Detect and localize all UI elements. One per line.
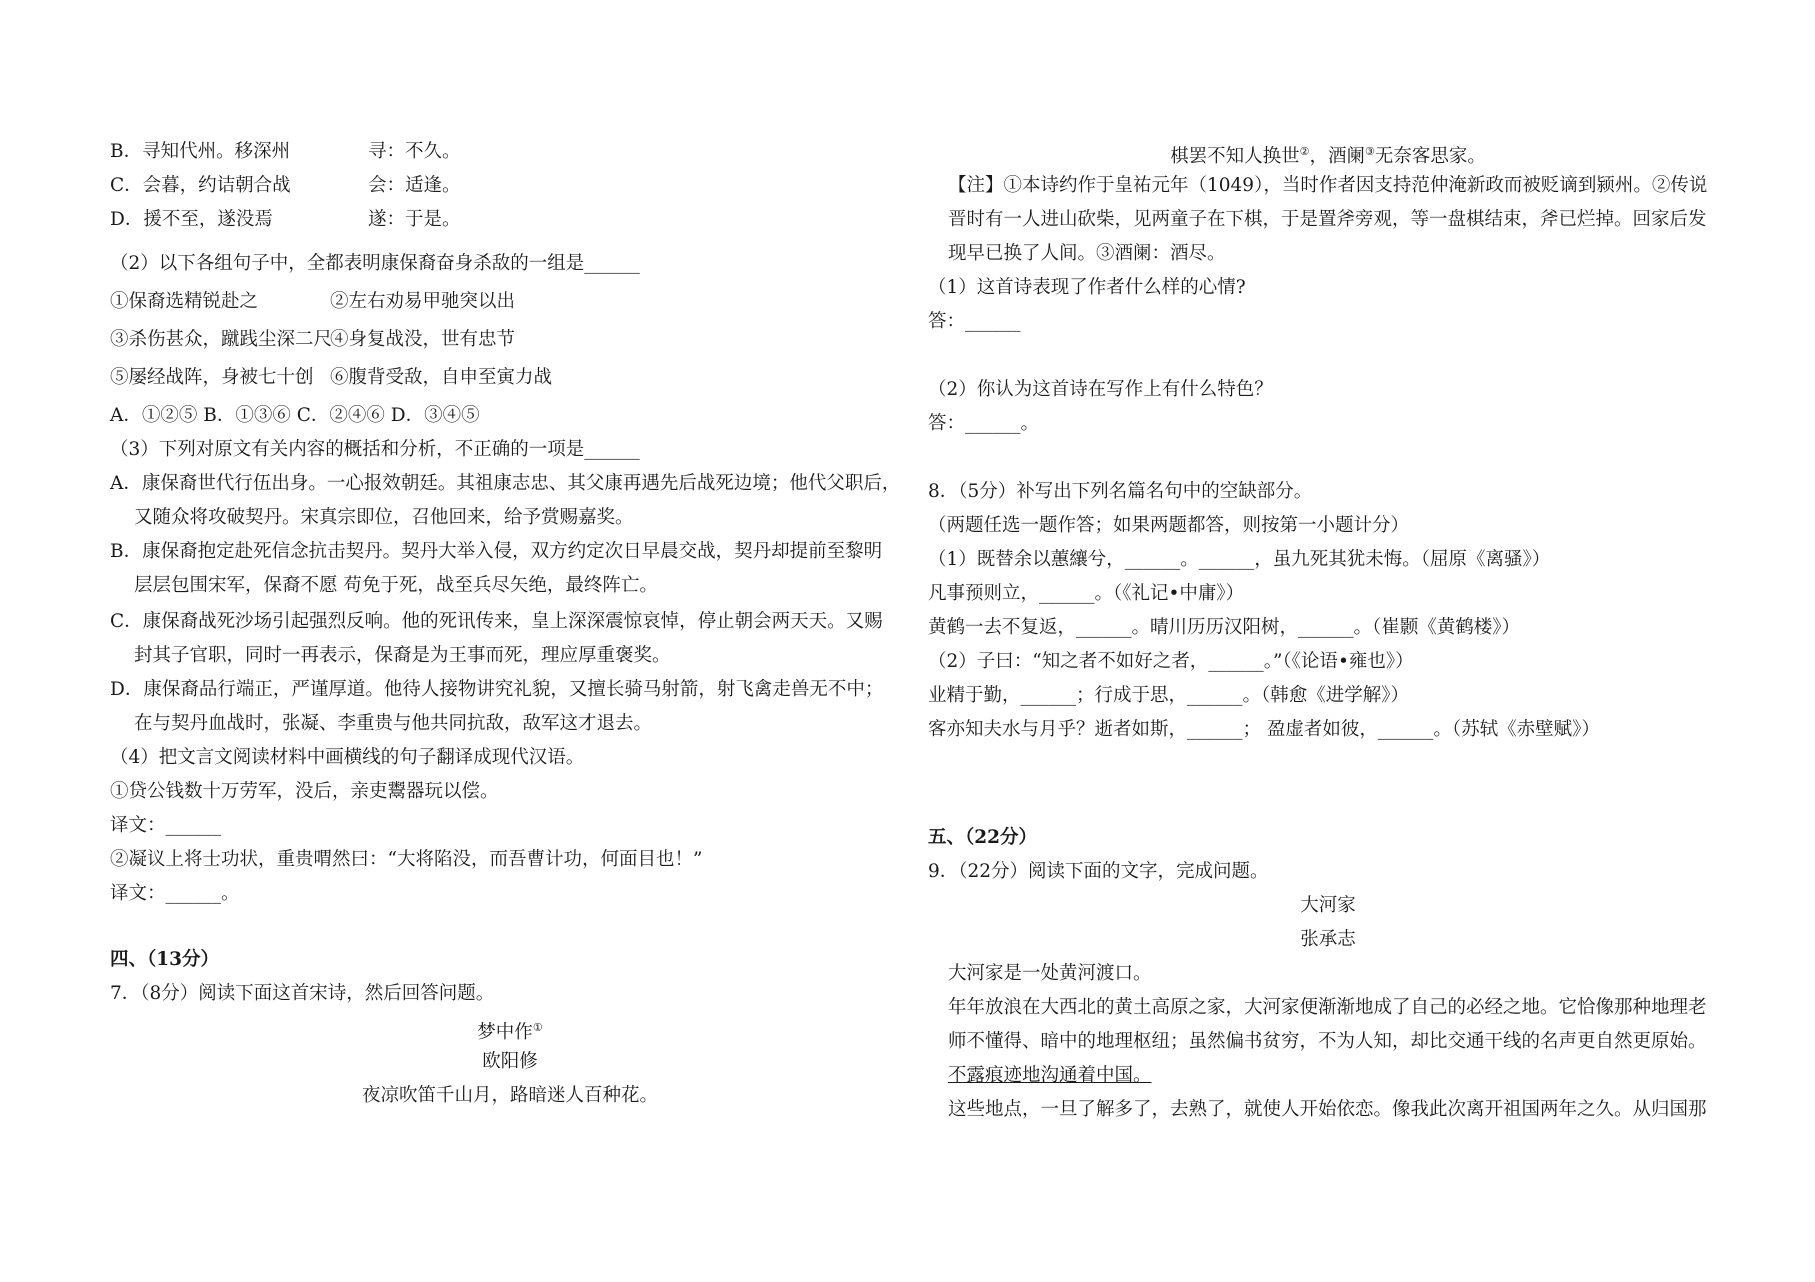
sentence-1: ①保裔选精锐赴之 (110, 291, 259, 312)
sentence-4: ④身复战没，世有忠节 (330, 329, 516, 350)
poem-title: 梦中作① (477, 1021, 543, 1044)
option-d-gloss: 遂：于是。 (368, 209, 461, 230)
essay-title: 大河家 (1300, 895, 1356, 916)
question-3: （3）下列对原文有关内容的概括和分析，不正确的一项是______ (110, 439, 640, 460)
choice-c-line2: 封其子官职，同时一再表示，保裔是为王事而死，理应厚重褒奖。 (134, 645, 671, 666)
option-d-text: D．援不至，遂没焉 (110, 209, 273, 230)
question-7-1: （1）这首诗表现了作者什么样的心情? (928, 277, 1246, 298)
sentence-3: ③杀伤甚众，蹴践尘深二尺 (110, 329, 333, 350)
essay-paragraph-2-line1: 年年放浪在大西北的黄土高原之家，大河家便渐渐地成了自己的必经之地。它恰像那种地理老 (948, 997, 1707, 1018)
sentence-2: ②左右劝易甲驰突以出 (330, 291, 516, 312)
question-8: 8．（5分）补写出下列名篇名句中的空缺部分。 (928, 481, 1313, 502)
fill-blank-2: 凡事预则立，______。（《礼记•中庸》） (928, 583, 1245, 604)
answer-7-1: 答：______ (928, 311, 1021, 332)
choice-b-line2: 层层包围宋军，保裔不愿 苟免于死，战至兵尽矢绝，最终阵亡。 (134, 575, 658, 596)
question-4: （4）把文言文阅读材料中画横线的句子翻译成现代汉语。 (110, 747, 585, 768)
section-4-heading: 四、（13分） (110, 949, 219, 970)
fill-blank-1: （1）既替余以蕙纕兮，______。______，虽九死其犹未悔。（屈原《离骚》） (928, 549, 1551, 570)
choice-a-line2: 又随众将攻破契丹。宋真宗即位，召他回来，给予赏赐嘉奖。 (134, 507, 634, 528)
option-b-text: B．寻知代州。移深州 (110, 141, 291, 162)
poem-note-line3: 现早已换了人间。③酒阑：酒尽。 (948, 243, 1226, 264)
choice-c-line1: C．康保裔战死沙场引起强烈反响。他的死讯传来，皇上深深震惊哀悼，停止朝会两天天。又赐 (110, 611, 883, 632)
essay-paragraph-2-line3: 不露痕迹地沟通着中国。 (948, 1065, 1152, 1086)
translate-sentence-1: ①贷公钱数十万劳军，没后，亲吏鬻器玩以偿。 (110, 781, 499, 802)
option-b-gloss: 寻：不久。 (368, 141, 461, 162)
choice-a-line1: A．康保裔世代行伍出身。一心报效朝廷。其祖康志忠、其父康再遇先后战死边境；他代父职后， (110, 473, 901, 494)
poem-line-1: 夜凉吹笛千山月，路暗迷人百种花。 (361, 1085, 658, 1106)
essay-paragraph-1: 大河家是一处黄河渡口。 (948, 963, 1152, 984)
section-5-heading: 五、（22分） (928, 827, 1037, 848)
fill-blank-3: 黄鹤一去不复返，______。晴川历历汉阳树，______。（崔颢《黄鹤楼》） (928, 617, 1521, 638)
essay-paragraph-2-line2: 师不懂得、暗中的地理枢纽；虽然偏书贫穷，不为人知，却比交通干线的名声更自然更原始。 (948, 1031, 1707, 1052)
translate-sentence-2: ②凝议上将士功状，重贵喟然曰：“大将陷没，而吾曹计功，何面目也！” (110, 849, 703, 870)
essay-paragraph-3-line1: 这些地点，一旦了解多了，去熟了，就使人开始依恋。像我此次离开祖国两年之久。从归国那 (948, 1099, 1707, 1120)
question-2: （2）以下各组句子中，全都表明康保裔奋身杀敌的一组是______ (110, 253, 640, 274)
translation-answer-2: 译文：______。 (110, 883, 240, 904)
poem-author: 欧阳修 (482, 1051, 538, 1072)
question-7-2: （2）你认为这首诗在写作上有什么特色？ (928, 379, 1273, 400)
choice-d-line2: 在与契丹血战时，张凝、李重贵与他共同抗敌，敌军这才退去。 (134, 713, 653, 734)
choice-d-line1: D．康保裔品行端正，严谨厚道。他待人接物讲究礼貌，又擅长骑马射箭，射飞禽走兽无不中； (110, 679, 884, 700)
translation-answer-1: 译文：______ (110, 815, 222, 836)
choice-b-line1: B．康保裔抱定赴死信念抗击契丹。契丹大举入侵，双方约定次日早晨交战，契丹却提前至黎明 (110, 541, 883, 562)
sentence-6: ⑥腹背受敌，自申至寅力战 (330, 367, 553, 388)
poem-line-2: 棋罢不知人换世②，酒阑③无奈客思家。 (1170, 145, 1486, 168)
question-8-note: （两题任选一题作答；如果两题都答，则按第一小题计分） (928, 515, 1410, 536)
poem-note-line2: 晋时有一人进山砍柴，见两童子在下棋，于是置斧旁观，等一盘棋结束，斧已烂掉。回家后发 (948, 209, 1707, 230)
sentence-5: ⑤屡经战阵，身被七十创 (110, 367, 314, 388)
answer-7-2: 答：______。 (928, 413, 1040, 434)
fill-blank-4: （2）子曰：“知之者不如好之者，______。”（《论语•雍也》） (928, 651, 1414, 672)
question-9: 9．（22分）阅读下面的文字，完成问题。 (928, 861, 1269, 882)
option-c-gloss: 会：适逢。 (368, 175, 461, 196)
fill-blank-5: 业精于勤，______；行成于思，______。（韩愈《进学解》） (928, 685, 1410, 706)
essay-author: 张承志 (1300, 929, 1356, 950)
question-7: 7．（8分）阅读下面这首宋诗，然后回答问题。 (110, 983, 495, 1004)
option-c-text: C．会暮，约诘朝合战 (110, 175, 291, 196)
poem-note-line1: 【注】①本诗约作于皇祐元年（1049），当时作者因支持范仲淹新政而被贬谪到颍州。②传说 (948, 175, 1708, 196)
question-2-options: A．①②⑤ B．①③⑥ C．②④⑥ D．③④⑤ (110, 405, 480, 426)
fill-blank-6: 客亦知夫水与月乎？逝者如斯，______； 盈虚者如彼，______。（苏轼《赤壁赋》） (928, 719, 1600, 740)
